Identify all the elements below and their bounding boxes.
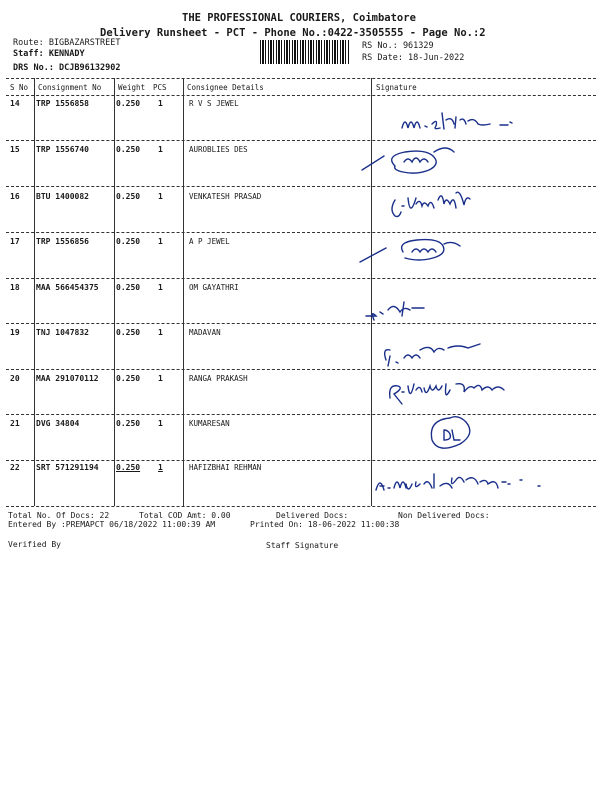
row-consignee: AUROBLIES DES (189, 145, 248, 154)
row-sno: 16 (10, 192, 20, 201)
row-consignment: TNJ 1047832 (36, 328, 89, 337)
row-weight: 0.250 (116, 328, 141, 337)
row-weight: 0.250 (116, 99, 141, 108)
row-consignee: MADAVAN (189, 328, 221, 337)
row-consignment: MAA 291070112 (36, 374, 99, 383)
drs-number: DRS No.: DCJB96132902 (13, 63, 121, 73)
row-consignment: MAA 566454375 (36, 283, 99, 292)
row-sno: 18 (10, 283, 20, 292)
row-consignee: OM GAYATHRI (189, 283, 239, 292)
signature-lakshmi-2 (360, 240, 460, 262)
row-consignment: TRP 1556856 (36, 237, 89, 246)
verified-by-label: Verified By (8, 540, 61, 549)
signature-r-krishna-kumar (390, 384, 504, 404)
row-weight: 0.250 (116, 463, 141, 472)
row-consignee: HAFIZBHAI REHMAN (189, 463, 262, 472)
total-docs: Total No. Of Docs: 22 (8, 511, 110, 520)
row-weight: 0.250 (116, 419, 141, 428)
col-header-sno: S No (10, 83, 29, 92)
rs-date: RS Date: 18-Jun-2022 (362, 53, 465, 63)
row-pcs: 1 (158, 145, 163, 154)
entered-by: Entered By :PREMAPCT 06/18/2022 11:00:39 AM (8, 520, 216, 529)
row-consignment: SRT 571291194 (36, 463, 99, 472)
row-weight: 0.250 (116, 283, 141, 292)
row-consignee: RANGA PRAKASH (189, 374, 248, 383)
row-sno: 14 (10, 99, 20, 108)
non-delivered-docs: Non Delivered Docs: (398, 511, 490, 520)
row-consignment: DVG 34804 (36, 419, 80, 428)
row-weight: 0.250 (116, 192, 141, 201)
row-pcs: 1 (158, 99, 163, 108)
delivered-docs: Delivered Docs: (276, 511, 349, 520)
col-header-signature: Signature (376, 83, 417, 92)
rs-number: RS No.: 961329 (362, 41, 434, 51)
row-weight: 0.250 (116, 145, 141, 154)
row-consignee: R V S JEWEL (189, 99, 239, 108)
row-consignee: A P JEWEL (189, 237, 230, 246)
staff-signature-label: Staff Signature (266, 541, 339, 550)
signature-dl (431, 417, 469, 449)
row-sno: 22 (10, 463, 20, 472)
col-header-consignment: Consignment No (38, 83, 102, 92)
col-header-weight: Weight (118, 83, 146, 92)
row-consignment: BTU 1400082 (36, 192, 89, 201)
row-consignment: TRP 1556740 (36, 145, 89, 154)
row-weight: 0.250 (116, 374, 141, 383)
row-pcs: 1 (158, 328, 163, 337)
row-pcs: 1 (158, 237, 163, 246)
staff-label: Staff: KENNADY (13, 49, 85, 59)
signature-g-kannan (385, 344, 480, 366)
row-pcs: 1 (158, 374, 163, 383)
total-cod-amount: Total COD Amt: 0.00 (139, 511, 231, 520)
row-pcs: 1 (158, 283, 163, 292)
signature-d-anand (366, 302, 424, 320)
row-weight: 0.250 (116, 237, 141, 246)
row-consignee: KUMARESAN (189, 419, 230, 428)
printed-on: Printed On: 18-06-2022 11:00:38 (250, 520, 400, 529)
runsheet-subtitle: Delivery Runsheet - PCT - Phone No.:0422-3505555 - Page No.:2 (100, 27, 486, 39)
route-label: Route: BIGBAZARSTREET (13, 38, 121, 48)
col-header-pcs: PCS (153, 83, 167, 92)
row-pcs: 1 (158, 419, 163, 428)
row-pcs: 1 (158, 192, 163, 201)
row-sno: 15 (10, 145, 20, 154)
signature-a-muralidharan (376, 474, 540, 490)
row-consignee: VENKATESH PRASAD (189, 192, 262, 201)
signature-j-venkatesh (392, 192, 470, 216)
row-sno: 21 (10, 419, 20, 428)
row-sno: 17 (10, 237, 20, 246)
company-title: THE PROFESSIONAL COURIERS, Coimbatore (182, 12, 416, 24)
row-sno: 19 (10, 328, 20, 337)
col-header-consignee: Consignee Details (187, 83, 264, 92)
row-pcs: 1 (158, 463, 163, 472)
signature-lakshmi-1 (362, 148, 454, 173)
row-sno: 20 (10, 374, 20, 383)
signature-m-karthik (402, 113, 512, 129)
row-consignment: TRP 1556858 (36, 99, 89, 108)
